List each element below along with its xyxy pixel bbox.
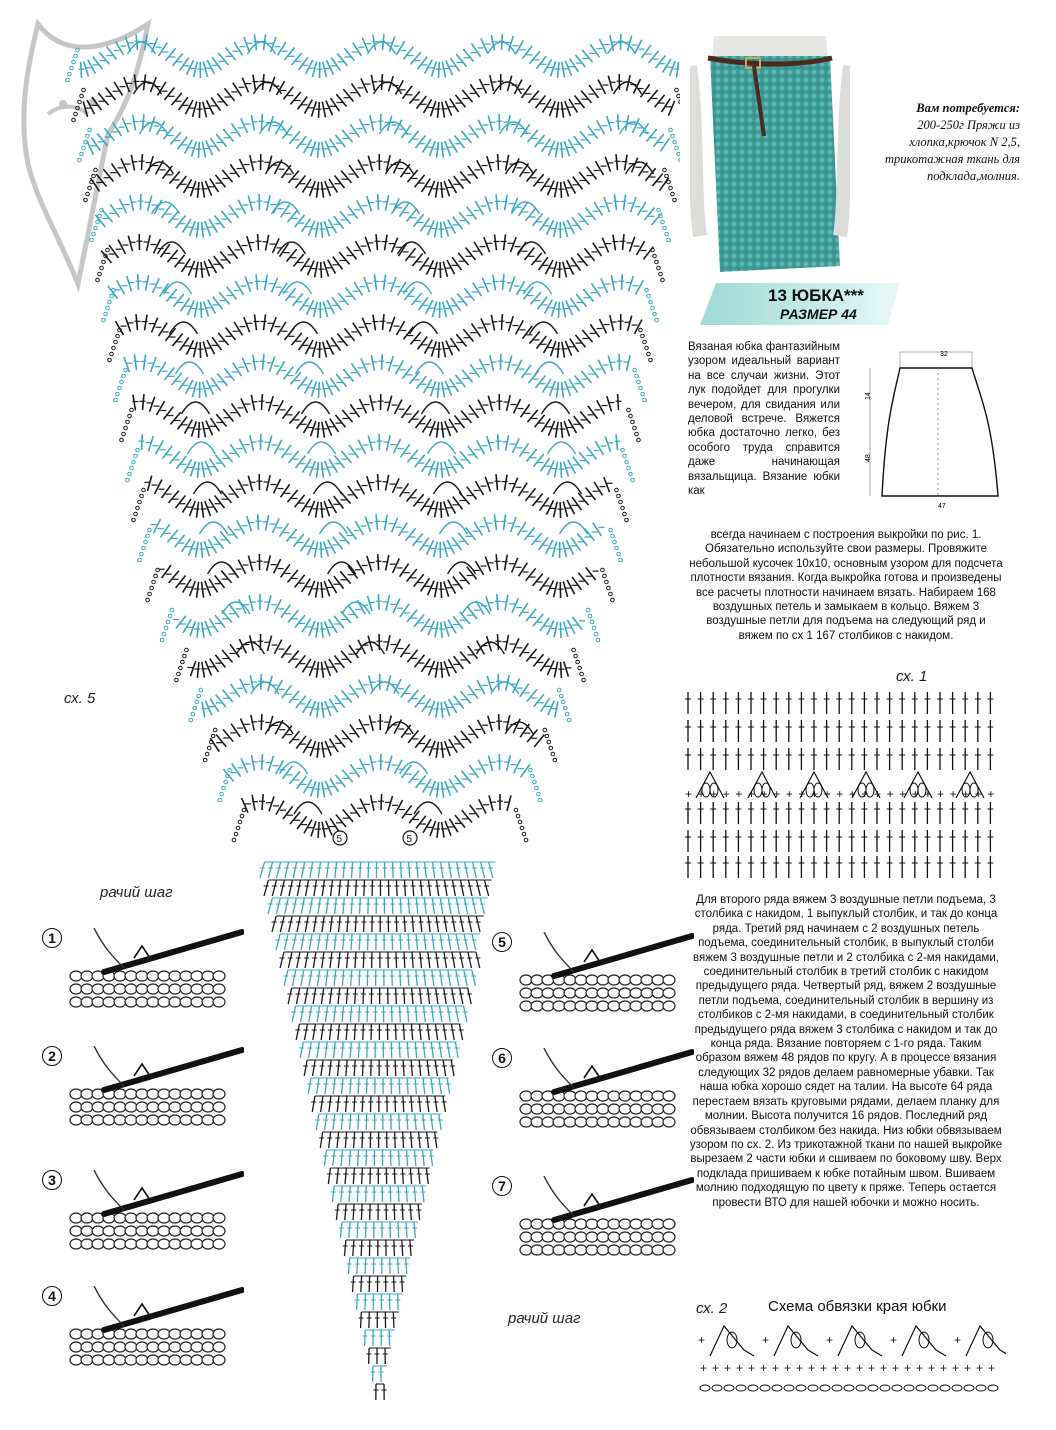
svg-text:+: + <box>904 1361 912 1375</box>
chart-2-stitch <box>952 1361 962 1391</box>
chart-taper-row <box>362 1330 394 1346</box>
crab-step-number: 2 <box>42 1046 62 1066</box>
svg-text:5: 5 <box>336 834 343 845</box>
crab-step-number: 6 <box>492 1048 512 1068</box>
svg-text:+: + <box>820 1361 828 1375</box>
chart-taper-row <box>291 1006 467 1022</box>
chart-2-stitch <box>772 1361 782 1391</box>
chart-taper-row <box>303 1060 455 1076</box>
chart-2-stitch <box>880 1361 890 1391</box>
chart-2-stitch <box>928 1361 938 1391</box>
chart-wave-row <box>138 514 623 562</box>
chart-wave-row <box>84 154 677 202</box>
chart-2-stitch <box>724 1361 734 1391</box>
chart-taper-row <box>311 1096 447 1112</box>
chart-2-stitch <box>712 1361 722 1391</box>
svg-text:+: + <box>748 1361 756 1375</box>
svg-text:+: + <box>868 1361 876 1375</box>
crochet-chart-schema-2 <box>696 1320 1006 1396</box>
crab-step-number: 4 <box>42 1286 62 1306</box>
chart-taper-row <box>260 862 496 878</box>
svg-text:+: + <box>796 1361 804 1375</box>
svg-text:+: + <box>760 1361 768 1375</box>
materials-text: 200-250г Пряжи из хлопка,крючок N 2,5, трикотажная ткань для подклада,молния. <box>884 118 1020 183</box>
crab-step-number: 1 <box>42 928 62 948</box>
svg-text:+: + <box>892 1361 900 1375</box>
chart-2-stitch <box>832 1361 842 1391</box>
svg-text:+: + <box>808 1361 816 1375</box>
chart-2-stitch <box>904 1361 914 1391</box>
svg-text:+: + <box>685 787 693 801</box>
svg-text:+: + <box>735 787 743 801</box>
crab-step-number: 7 <box>492 1176 512 1196</box>
chart-taper-row <box>339 1222 418 1238</box>
svg-text:+: + <box>698 1333 706 1347</box>
crab-step-drawing <box>64 928 244 1018</box>
chart-2-stitch <box>916 1361 926 1391</box>
svg-text:+: + <box>976 1361 984 1375</box>
chart-taper-row <box>335 1204 422 1220</box>
chart-taper-row <box>276 934 480 950</box>
svg-text:+: + <box>952 1361 960 1375</box>
crab-step-drawing <box>514 1048 694 1138</box>
svg-text:+: + <box>836 787 844 801</box>
chart-1-row <box>685 830 993 852</box>
svg-text:+: + <box>844 1361 852 1375</box>
chart-wave-row <box>96 234 665 282</box>
svg-text:+: + <box>823 787 831 801</box>
chart-wave-row <box>232 794 528 842</box>
chart-2-stitch <box>784 1361 794 1391</box>
svg-text:+: + <box>722 787 730 801</box>
svg-text:+: + <box>937 787 945 801</box>
chart-1-row <box>685 787 994 801</box>
svg-text:+: + <box>712 1361 720 1375</box>
chart-wave-row <box>102 274 659 322</box>
chart-taper-row <box>331 1186 426 1202</box>
chart-2-stitch <box>748 1361 758 1391</box>
svg-text:+: + <box>832 1361 840 1375</box>
chart-taper-row <box>366 1348 391 1364</box>
chart-taper-row <box>319 1132 438 1148</box>
svg-text:+: + <box>899 787 907 801</box>
chart-1-row <box>685 692 993 714</box>
chart-wave-row <box>160 594 600 642</box>
chart-1-row <box>685 720 993 742</box>
chart-2-stitch <box>940 1361 950 1391</box>
svg-text:+: + <box>987 787 995 801</box>
svg-text:+: + <box>700 1361 708 1375</box>
svg-text:+: + <box>924 787 932 801</box>
crab-step-drawing <box>514 932 694 1022</box>
chart-taper-row <box>307 1078 451 1094</box>
svg-text:+: + <box>724 1361 732 1375</box>
chart-2-label: сх. 2 <box>696 1300 728 1317</box>
svg-text:+: + <box>861 787 869 801</box>
chart-taper-row <box>327 1168 430 1184</box>
chart-2-stitch <box>856 1361 866 1391</box>
chart-taper-row <box>351 1276 407 1292</box>
svg-text:+: + <box>784 1361 792 1375</box>
chart-wave-row <box>132 474 629 522</box>
crab-step-drawing <box>514 1176 694 1266</box>
pattern-top-width: 32 <box>940 351 948 358</box>
crochet-chart-schema-1 <box>684 690 1004 890</box>
svg-text:+: + <box>848 787 856 801</box>
svg-text:+: + <box>710 787 718 801</box>
chart-taper-row <box>347 1258 411 1274</box>
pattern-bottom-width: 47 <box>938 503 946 510</box>
chart-2-stitch <box>988 1361 998 1391</box>
chart-1-row <box>685 856 993 878</box>
svg-text:+: + <box>697 787 705 801</box>
materials-block <box>860 100 1020 185</box>
chart-2-fan <box>826 1326 882 1356</box>
svg-text:+: + <box>748 787 756 801</box>
chart-taper-row <box>323 1150 434 1166</box>
chart-taper-row <box>370 1366 387 1382</box>
svg-text:+: + <box>886 787 894 801</box>
svg-text:+: + <box>949 787 957 801</box>
chart-wave-row <box>203 714 556 762</box>
chart-2-stitch <box>796 1361 806 1391</box>
svg-text:+: + <box>880 1361 888 1375</box>
chart-taper-row <box>315 1114 442 1130</box>
chart-1-label: сх. 1 <box>896 668 928 685</box>
svg-text:+: + <box>785 787 793 801</box>
chart-2-stitch <box>868 1361 878 1391</box>
chart-taper-row <box>295 1024 463 1040</box>
svg-text:+: + <box>928 1361 936 1375</box>
materials-heading: Вам потребуется: <box>916 101 1020 115</box>
pattern-hip-height: 14 <box>865 392 872 400</box>
chart-2-stitch <box>700 1361 710 1391</box>
chart-taper-row <box>264 880 492 896</box>
chart-wave-row <box>146 554 614 602</box>
svg-text:+: + <box>736 1361 744 1375</box>
svg-text:+: + <box>772 1361 780 1375</box>
chart-taper-row <box>358 1312 398 1328</box>
svg-text:+: + <box>911 787 919 801</box>
svg-text:+: + <box>856 1361 864 1375</box>
chart-wave-row <box>218 754 542 802</box>
chart-2-stitch <box>820 1361 830 1391</box>
svg-text:+: + <box>962 787 970 801</box>
crab-step-label-top: рачий шаг <box>100 884 173 901</box>
crab-step-drawing <box>64 1170 244 1260</box>
chart-marker-5 <box>403 831 417 845</box>
svg-text:+: + <box>954 1333 962 1347</box>
svg-text:+: + <box>798 787 806 801</box>
chart-taper-row <box>272 916 484 932</box>
svg-text:+: + <box>988 1361 996 1375</box>
svg-text:+: + <box>762 1333 770 1347</box>
chart-2-fan <box>762 1326 818 1356</box>
chart-taper-row <box>287 988 472 1004</box>
chart-wave-row <box>66 34 680 82</box>
chart-2-stitch <box>892 1361 902 1391</box>
chart-taper-row <box>268 898 488 914</box>
intro-text: Вязаная юбка фантазийным узором идеальный вариант на все случаи жизни. Этот лук подойдет для прогулки вечером, для свидания или деловой встрече. Вяжется юбка достаточно легко, без особого труда справится даже начинающая вязальщица. Вязание юбки как <box>688 341 840 498</box>
svg-text:5: 5 <box>406 834 413 845</box>
svg-text:+: + <box>760 787 768 801</box>
svg-text:+: + <box>940 1361 948 1375</box>
chart-wave-row <box>108 314 653 362</box>
instructions-text: Для второго ряда вяжем 3 воздушные петли подъема, 3 столбика с накидом, 1 выпуклый столбик, и так до конца ряда. Третий ряд начинаем с 2 воздушных петель подъема, соединительный столбик, в выпуклый столби вяжем 3 воздушные петли и 2 столбика с 2-мя накидами, соединительный столбик в третий столбик с накидом предыдущего ряда. Четвертый ряд, вяжем 2 воздушные петли подъема, соединительный столбик в вершину из столбиков с 2-мя накидами, в соединительный столбик предыдущего ряда вяжем 3 столбика с накидом и так до конца ряда. Вязание повторяем с 1-го ряда. Таким образом вяжем 48 рядов по кругу. А в процессе вязания следующих 32 рядов делаем равномерные убавки. Так наша юбка хорошо сядет на талии. На высоте 64 ряда перестаем вязать круговыми рядами, делаем планку для молнии. Высота получится 16 рядов. Последний ряд обвязываем столбиком без накида. Низ юбки обвязываем узором по сх. 2. Из трикотажной ткани по нашей выкройке вырезаем 2 части юбки и сшиваем по боковому шву. Верх подклада пришиваем к юбке потайным швом. Вшиваем молнию подходящую по цвету к пряже. Теперь остается провести ВТО для нашей юбочки и можно носить. <box>689 894 1003 1209</box>
chart-2-fan <box>954 1326 1006 1356</box>
chart-1-row <box>685 802 993 824</box>
chart-2-stitch <box>808 1361 818 1391</box>
chart-marker-5 <box>333 831 347 845</box>
chart-taper-row <box>373 1384 386 1400</box>
crab-step-drawing <box>64 1046 244 1136</box>
svg-text:+: + <box>773 787 781 801</box>
chart-2-stitch <box>760 1361 770 1391</box>
svg-text:+: + <box>826 1333 834 1347</box>
chart-1-row <box>685 748 993 770</box>
crab-step-number: 5 <box>492 932 512 952</box>
chart-taper-row <box>355 1294 403 1310</box>
skirt-pattern-diagram <box>852 346 1002 511</box>
chart-taper-row <box>283 970 476 986</box>
chart-taper-row <box>343 1240 414 1256</box>
chart-wave-row <box>72 74 680 122</box>
svg-text:+: + <box>874 787 882 801</box>
chart-wave-row <box>126 434 635 482</box>
chart-2-caption: Схема обвязки края юбки <box>768 1298 947 1315</box>
chart-taper-row <box>299 1042 459 1058</box>
chart-2-fan <box>698 1326 754 1356</box>
size-subtitle: РАЗМЕР 44 <box>780 306 857 322</box>
chart-2-stitch <box>736 1361 746 1391</box>
svg-text:+: + <box>916 1361 924 1375</box>
page-title: 13 ЮБКА*** <box>768 286 864 305</box>
chart-2-stitch <box>964 1361 974 1391</box>
crab-step-label-bottom: рачий шаг <box>508 1310 581 1327</box>
svg-text:+: + <box>811 787 819 801</box>
crab-step-drawing <box>64 1286 244 1376</box>
pattern-length: 48 <box>865 454 872 462</box>
svg-text:+: + <box>890 1333 898 1347</box>
crab-step-number: 3 <box>42 1170 62 1190</box>
skirt-photo <box>690 36 850 274</box>
chart-2-stitch <box>844 1361 854 1391</box>
svg-text:+: + <box>964 1361 972 1375</box>
svg-text:+: + <box>974 787 982 801</box>
chart-wave-row <box>90 194 671 242</box>
intro-text-continued: всегда начинаем с построения выкройки по рис. 1. Обязательно используйте свои размеры. Провяжите небольшой кусочек 10х10, основным узором для подсчета плотности вязания. Когда выкройка готова и произведены все расчеты плотности начинаем вязать. Набираем 168 воздушных петель и замыкаем в кольцо. Вяжем 3 воздушные петли для подъема на следующий ряд и вяжем по сх 1 167 столбиков с накидом. <box>689 529 1003 642</box>
chart-taper-row <box>280 952 481 968</box>
chart-2-stitch <box>976 1361 986 1391</box>
chart-2-fan <box>890 1326 946 1356</box>
schema-5-label: сх. 5 <box>64 690 96 707</box>
